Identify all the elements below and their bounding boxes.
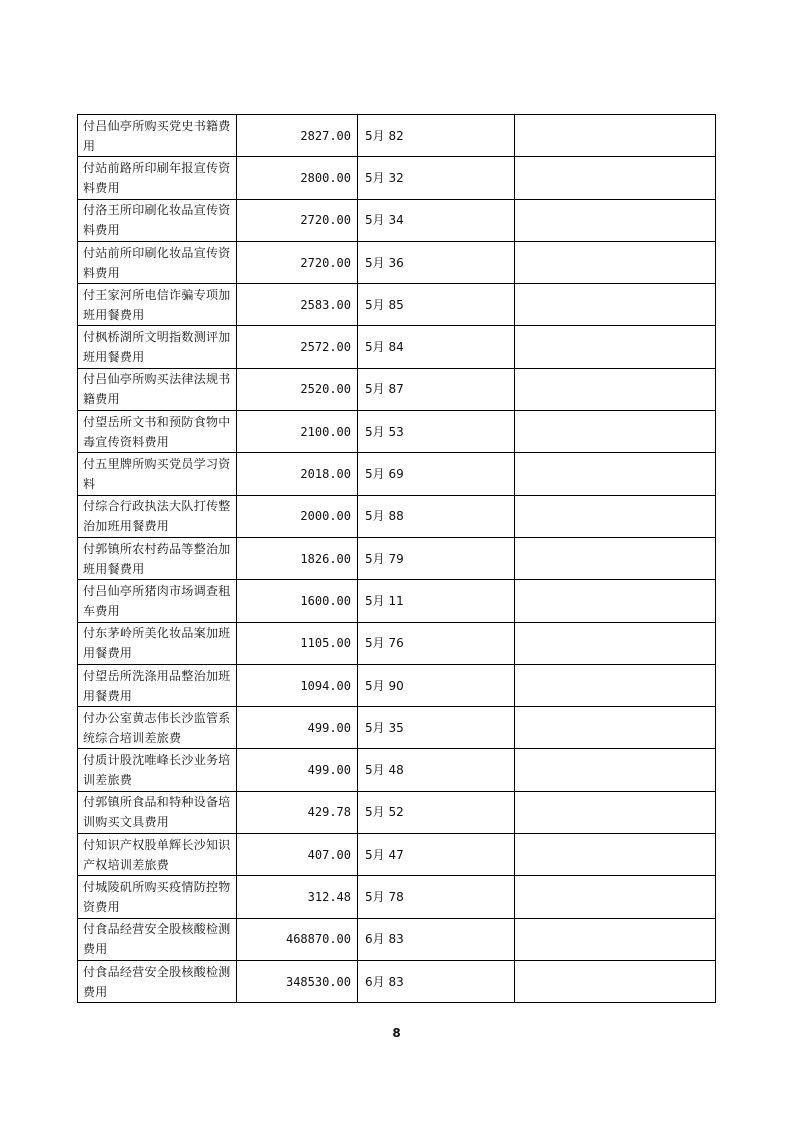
expense-amount: 2720.00 — [237, 199, 358, 241]
table-row — [78, 664, 716, 706]
voucher-reference: 5月 48 — [358, 749, 515, 791]
expense-description: 付站前所印刷化妆品宣传资料费用 — [78, 241, 237, 283]
table-row — [78, 791, 716, 833]
expense-description: 付王家河所电信诈骗专项加班用餐费用 — [78, 284, 237, 326]
table-row — [78, 495, 716, 537]
expense-description: 付五里牌所购买党员学习资料 — [78, 453, 237, 495]
table-row — [78, 749, 716, 791]
voucher-reference: 5月 78 — [358, 876, 515, 918]
expense-amount: 2827.00 — [237, 115, 358, 157]
table-row — [78, 707, 716, 749]
remark-cell — [515, 707, 716, 749]
table-row — [78, 199, 716, 241]
expense-description: 付站前路所印刷年报宣传资料费用 — [78, 157, 237, 199]
expense-amount: 2520.00 — [237, 368, 358, 410]
voucher-reference: 5月 90 — [358, 664, 515, 706]
expense-table-body — [78, 115, 716, 1003]
page-number: 8 — [392, 1026, 401, 1040]
expense-amount: 2100.00 — [237, 411, 358, 453]
expense-description: 付枫桥湖所文明指数测评加班用餐费用 — [78, 326, 237, 368]
remark-cell — [515, 326, 716, 368]
expense-description: 付吕仙亭所购买党史书籍费用 — [78, 115, 237, 157]
expense-description: 付郭镇所食品和特种设备培训购买文具费用 — [78, 791, 237, 833]
remark-cell — [515, 791, 716, 833]
remark-cell — [515, 918, 716, 960]
expense-description: 付食品经营安全股核酸检测费用 — [78, 960, 237, 1002]
voucher-reference: 5月 11 — [358, 580, 515, 622]
expense-description: 付郭镇所农村药品等整治加班用餐费用 — [78, 537, 237, 579]
expense-table — [77, 114, 716, 1003]
voucher-reference: 6月 83 — [358, 960, 515, 1002]
expense-amount: 499.00 — [237, 749, 358, 791]
voucher-reference: 5月 69 — [358, 453, 515, 495]
remark-cell — [515, 749, 716, 791]
remark-cell — [515, 411, 716, 453]
remark-cell — [515, 157, 716, 199]
table-row — [78, 960, 716, 1002]
expense-amount: 468870.00 — [237, 918, 358, 960]
voucher-reference: 5月 87 — [358, 368, 515, 410]
voucher-reference: 5月 34 — [358, 199, 515, 241]
table-row — [78, 368, 716, 410]
expense-amount: 312.48 — [237, 876, 358, 918]
remark-cell — [515, 876, 716, 918]
remark-cell — [515, 622, 716, 664]
remark-cell — [515, 664, 716, 706]
table-row — [78, 622, 716, 664]
expense-amount: 2583.00 — [237, 284, 358, 326]
expense-amount: 2018.00 — [237, 453, 358, 495]
remark-cell — [515, 960, 716, 1002]
voucher-reference: 5月 88 — [358, 495, 515, 537]
remark-cell — [515, 580, 716, 622]
remark-cell — [515, 495, 716, 537]
expense-amount: 1826.00 — [237, 537, 358, 579]
voucher-reference: 5月 82 — [358, 115, 515, 157]
table-row — [78, 411, 716, 453]
expense-amount: 499.00 — [237, 707, 358, 749]
expense-description: 付办公室黄志伟长沙监管系统综合培训差旅费 — [78, 707, 237, 749]
remark-cell — [515, 453, 716, 495]
expense-amount: 2720.00 — [237, 241, 358, 283]
remark-cell — [515, 241, 716, 283]
expense-amount: 2000.00 — [237, 495, 358, 537]
table-row — [78, 537, 716, 579]
voucher-reference: 5月 36 — [358, 241, 515, 283]
table-row — [78, 918, 716, 960]
remark-cell — [515, 537, 716, 579]
expense-amount: 1105.00 — [237, 622, 358, 664]
voucher-reference: 5月 47 — [358, 834, 515, 876]
expense-amount: 1094.00 — [237, 664, 358, 706]
voucher-reference: 5月 85 — [358, 284, 515, 326]
expense-description: 付吕仙亭所猪肉市场调查租车费用 — [78, 580, 237, 622]
table-row — [78, 115, 716, 157]
table-row — [78, 157, 716, 199]
voucher-reference: 5月 79 — [358, 537, 515, 579]
expense-description: 付东茅岭所美化妆品案加班用餐费用 — [78, 622, 237, 664]
remark-cell — [515, 115, 716, 157]
expense-description: 付城陵矶所购买疫情防控物资费用 — [78, 876, 237, 918]
voucher-reference: 5月 76 — [358, 622, 515, 664]
table-row — [78, 876, 716, 918]
table-row — [78, 580, 716, 622]
expense-description: 付望岳所洗涤用品整治加班用餐费用 — [78, 664, 237, 706]
voucher-reference: 5月 32 — [358, 157, 515, 199]
remark-cell — [515, 284, 716, 326]
table-row — [78, 284, 716, 326]
expense-description: 付质计股沈唯峰长沙业务培训差旅费 — [78, 749, 237, 791]
expense-amount: 2572.00 — [237, 326, 358, 368]
expense-description: 付食品经营安全股核酸检测费用 — [78, 918, 237, 960]
remark-cell — [515, 834, 716, 876]
voucher-reference: 5月 35 — [358, 707, 515, 749]
table-row — [78, 326, 716, 368]
expense-amount: 2800.00 — [237, 157, 358, 199]
table-row — [78, 241, 716, 283]
expense-amount: 429.78 — [237, 791, 358, 833]
expense-amount: 1600.00 — [237, 580, 358, 622]
expense-amount: 348530.00 — [237, 960, 358, 1002]
remark-cell — [515, 199, 716, 241]
expense-description: 付望岳所文书和预防食物中毒宣传资料费用 — [78, 411, 237, 453]
expense-amount: 407.00 — [237, 834, 358, 876]
table-row — [78, 453, 716, 495]
table-row — [78, 834, 716, 876]
expense-description: 付洛王所印刷化妆品宣传资料费用 — [78, 199, 237, 241]
voucher-reference: 5月 52 — [358, 791, 515, 833]
expense-description: 付知识产权股单辉长沙知识产权培训差旅费 — [78, 834, 237, 876]
voucher-reference: 5月 53 — [358, 411, 515, 453]
remark-cell — [515, 368, 716, 410]
voucher-reference: 6月 83 — [358, 918, 515, 960]
expense-description: 付综合行政执法大队打传整治加班用餐费用 — [78, 495, 237, 537]
expense-description: 付吕仙亭所购买法律法规书籍费用 — [78, 368, 237, 410]
voucher-reference: 5月 84 — [358, 326, 515, 368]
